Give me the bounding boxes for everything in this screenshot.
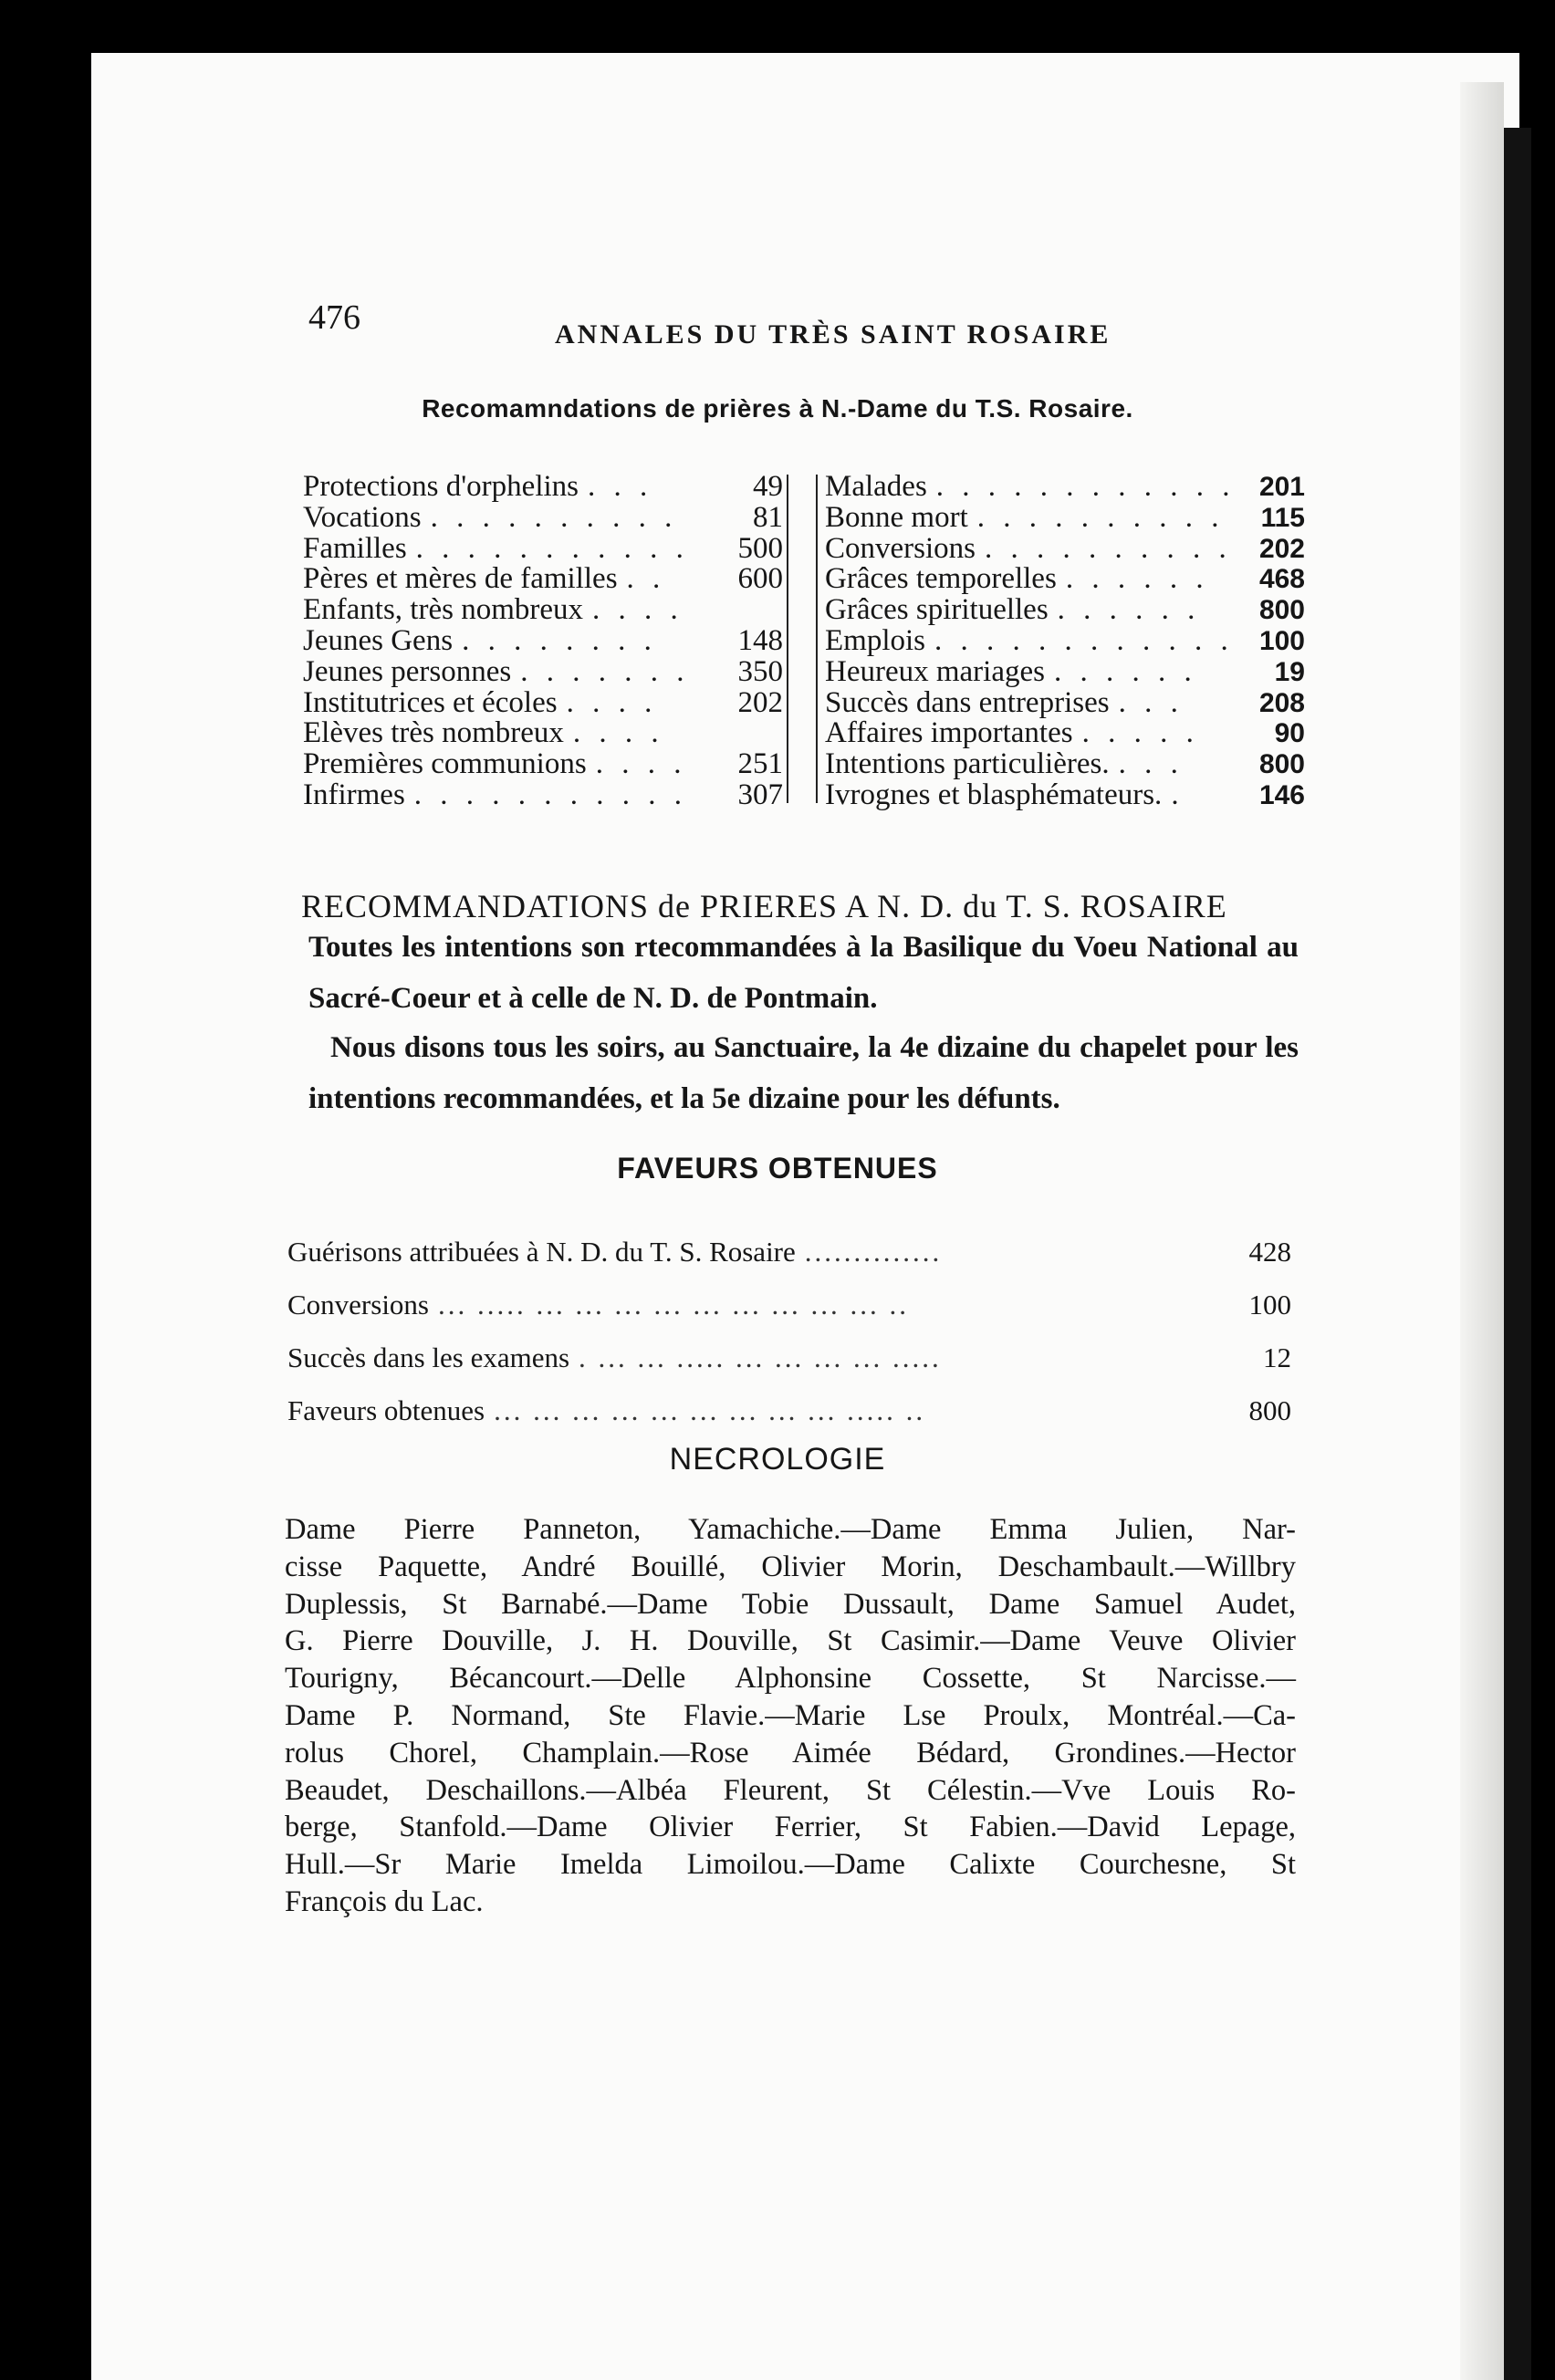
necrologie-line: berge, Stanfold.—Dame Olivier Ferrier, St Fabien.—David Lepage,	[285, 1811, 1296, 1844]
recommendation-row	[825, 685, 1305, 719]
recommendation-row	[825, 564, 1305, 595]
recommendation-count: 500	[737, 531, 783, 565]
page-number: 476	[308, 298, 360, 337]
recommendation-count: 202	[737, 685, 783, 719]
recommendation-row	[303, 780, 783, 811]
necrologie-text	[285, 1511, 1296, 1921]
recommendation-row	[303, 500, 783, 534]
recommendation-row	[303, 472, 783, 503]
recommendations-title: Recomamndations de prières à N.-Dame du T.S. Rosaire.	[422, 394, 1133, 423]
necrologie-line: G. Pierre Douville, J. H. Douville, St Casimir.—Dame Veuve Olivier	[285, 1624, 1296, 1658]
necrologie-line: rolus Chorel, Champlain.—Rose Aimée Bédard, Grondines.—Hector	[285, 1736, 1296, 1769]
recommendation-count: 307	[737, 778, 783, 811]
recommandations-paragraph-1: Toutes les intentions son rtecommandées à la Basilique du Voeu National au Sacré-Coeur et à celle de N. D. de Pontmain.	[308, 931, 1299, 1015]
faveur-label: Guérisons attribuées à N. D. du T. S. Rosaire	[287, 1236, 796, 1268]
page-edge-dark	[1504, 128, 1531, 2380]
dot-leader: . . . . . . . . . .	[976, 500, 1225, 534]
faveur-label: Succès dans les examens	[287, 1341, 570, 1373]
faveur-row	[287, 1234, 1291, 1270]
recommendation-count: 81	[753, 500, 783, 534]
recommendation-count: 800	[1258, 595, 1305, 626]
recommendation-label: Vocations	[303, 500, 422, 534]
recommendation-row	[825, 654, 1305, 688]
recommendation-count: 19	[1274, 656, 1305, 687]
recommendation-count: 115	[1260, 502, 1305, 533]
dot-leader: .	[1171, 778, 1185, 811]
recommendation-row	[825, 472, 1305, 503]
dot-leader: ..............	[804, 1236, 943, 1268]
recommendation-row	[303, 718, 783, 749]
recommendation-count: 201	[1258, 472, 1305, 502]
recommendation-label: Intentions particulières.	[825, 747, 1110, 781]
recommendation-count: 49	[753, 470, 783, 503]
recommendation-row	[303, 531, 783, 565]
dot-leader: . . . .	[566, 685, 658, 719]
recommendation-count: 208	[1258, 687, 1305, 718]
recommendation-row	[303, 564, 783, 595]
dot-leader: . . . . . . . . . .	[430, 500, 678, 534]
recommendation-label: Elèves très nombreux	[303, 716, 564, 750]
recommendation-row	[825, 595, 1305, 626]
recommandations-heading: RECOMMANDATIONS de PRIERES A N. D. du T. S. ROSAIRE	[301, 888, 1227, 924]
recommendation-label: Premières communions	[303, 747, 587, 781]
page-edge-shadow	[1460, 82, 1504, 2380]
dot-leader: . . . .	[595, 747, 687, 781]
faveur-count: 12	[1263, 1341, 1291, 1373]
column-divider-left	[787, 475, 788, 803]
recommendation-count: 100	[1258, 625, 1305, 656]
dot-leader: . . .	[1118, 747, 1184, 781]
dot-leader: . . . . . . . . . .	[985, 531, 1232, 565]
faveur-count: 800	[1248, 1394, 1291, 1426]
recommendations-right-column	[825, 472, 1305, 811]
dot-leader: . . . . .	[1081, 716, 1199, 750]
dot-leader: . . . . . .	[1057, 593, 1201, 627]
necrologie-line: Dame Pierre Panneton, Yamachiche.—Dame Emma Julien, Nar-	[285, 1513, 1296, 1546]
necrologie-line: Duplessis, St Barnabé.—Dame Tobie Dussault, Dame Samuel Audet,	[285, 1587, 1296, 1621]
recommendation-row	[303, 685, 783, 719]
dot-leader: . .	[626, 562, 666, 596]
dot-leader: . . . .	[572, 716, 664, 750]
necrologie-line: Hull.—Sr Marie Imelda Limoilou.—Dame Calixte Courchesne, St	[285, 1848, 1296, 1882]
faveur-count: 428	[1248, 1236, 1291, 1268]
recommandations-paragraph-2: Nous disons tous les soirs, au Sanctuaire, la 4e dizaine du chapelet pour les intentions recommandées, et la 5e dizaine pour les défunts.	[308, 1031, 1299, 1115]
recommendation-label: Protections d'orphelins	[303, 470, 579, 503]
recommendation-row	[303, 654, 783, 688]
recommendation-label: Emplois	[825, 623, 926, 657]
necrologie-line: Beaudet, Deschaillons.—Albéa Fleurent, St Célestin.—Vve Louis Ro-	[285, 1773, 1296, 1807]
recommendation-count: 468	[1258, 564, 1305, 595]
recommendation-label: Jeunes Gens	[303, 623, 454, 657]
faveur-label: Faveurs obtenues	[287, 1394, 485, 1426]
running-title: ANNALES DU TRÈS SAINT ROSAIRE	[555, 319, 1111, 350]
recommendation-row	[825, 749, 1305, 780]
recommendation-count: 148	[737, 623, 783, 657]
recommendation-label: Succès dans entreprises	[825, 685, 1110, 719]
recommendation-label: Malades	[825, 470, 927, 503]
faveur-row	[287, 1287, 1291, 1323]
dot-leader: . . .	[588, 470, 653, 503]
faveur-row	[287, 1340, 1291, 1376]
necrologie-line: Dame P. Normand, Ste Flavie.—Marie Lse Proulx, Montréal.—Ca-	[285, 1698, 1296, 1732]
recommendation-label: Enfants, très nombreux	[303, 593, 584, 627]
recommendation-row	[825, 500, 1305, 534]
dot-leader: . . .	[1118, 685, 1184, 719]
recommendation-count: 90	[1274, 718, 1305, 749]
dot-leader: . . . . . .	[1053, 654, 1197, 688]
recommendation-label: Familles	[303, 531, 407, 565]
recommendation-count: 600	[737, 562, 783, 596]
recommendation-count: 202	[1258, 533, 1305, 564]
recommendation-row	[825, 718, 1305, 749]
recommendation-label: Bonne mort	[825, 500, 968, 534]
dot-leader: . . . . . . . . . . .	[413, 778, 688, 811]
recommendation-label: Institutrices et écoles	[303, 685, 558, 719]
recommendation-label: Infirmes	[303, 778, 405, 811]
recommendation-row	[303, 595, 783, 626]
recommendation-label: Pères et mères de familles	[303, 562, 618, 596]
faveur-count: 100	[1248, 1289, 1291, 1320]
recommendation-label: Conversions	[825, 531, 976, 565]
column-divider-right	[816, 475, 818, 803]
recommendation-row	[303, 623, 783, 657]
recommendation-row	[825, 531, 1305, 565]
faveurs-heading: FAVEURS OBTENUES	[617, 1152, 938, 1185]
necrologie-line: Tourigny, Bécancourt.—Delle Alphonsine Cossette, St Narcisse.—	[285, 1662, 1296, 1696]
recommendation-count: 251	[737, 747, 783, 781]
recommendation-label: Affaires importantes	[825, 716, 1073, 750]
recommendation-label: Grâces temporelles	[825, 562, 1057, 596]
faveur-row	[287, 1393, 1291, 1429]
dot-leader: . . . . . . . . . . . .	[934, 623, 1234, 657]
dot-leader: . . . . . . . . . . .	[415, 531, 689, 565]
recommendation-label: Grâces spirituelles	[825, 593, 1049, 627]
necrologie-heading: NECROLOGIE	[669, 1442, 886, 1477]
recommendation-row	[825, 623, 1305, 657]
recommendation-label: Heureux mariages	[825, 654, 1045, 688]
recommendation-row	[825, 780, 1305, 811]
recommendation-label: Jeunes personnes	[303, 654, 512, 688]
dot-leader: . . . . . . . . . . . .	[935, 470, 1236, 503]
recommendation-label: Ivrognes et blasphémateurs.	[825, 778, 1163, 811]
dot-leader: . . . . . . .	[520, 654, 690, 688]
dot-leader: . . . .	[592, 593, 684, 627]
dot-leader: . . . . . . . .	[462, 623, 657, 657]
faveur-label: Conversions	[287, 1289, 429, 1320]
dot-leader: ... ..... ... ... ... ... ... ... ... ... ... ..	[438, 1289, 909, 1320]
recommendations-left-column	[303, 472, 783, 811]
recommendation-count: 350	[737, 654, 783, 688]
dot-leader: . . . . . .	[1065, 562, 1209, 596]
recommendation-count: 146	[1258, 779, 1305, 810]
recommendation-row	[303, 749, 783, 780]
dot-leader: . ... ... ..... ... ... ... ... .....	[579, 1341, 942, 1373]
dot-leader: ... ... ... ... ... ... ... ... ... ..... ..	[494, 1394, 926, 1426]
necrologie-line: cisse Paquette, André Bouillé, Olivier Morin, Deschambault.—Willbry	[285, 1550, 1296, 1583]
necrologie-line: François du Lac.	[285, 1884, 484, 1918]
recommendation-count: 800	[1258, 749, 1305, 780]
